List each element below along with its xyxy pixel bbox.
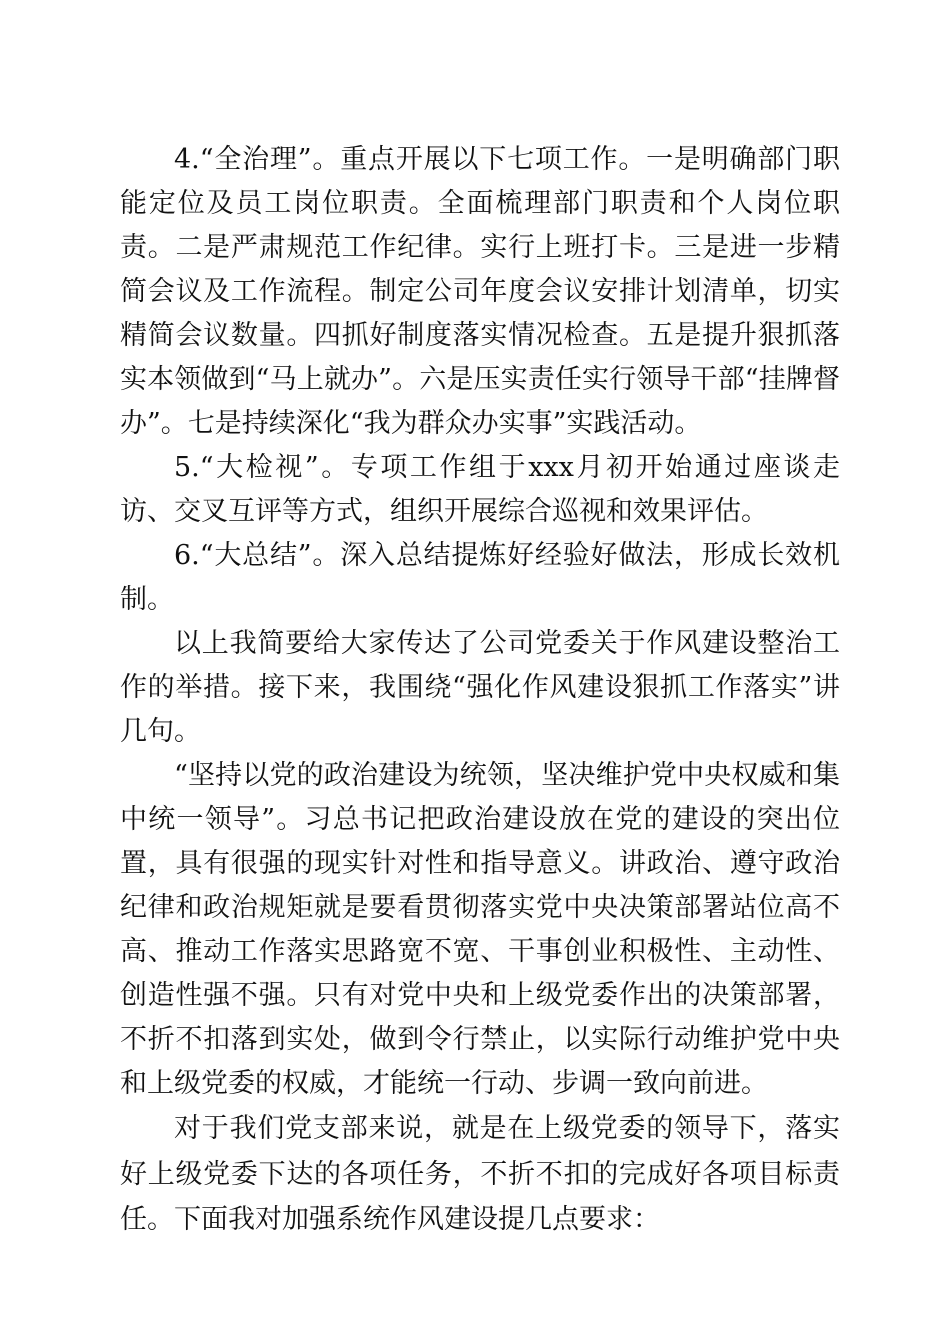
paragraph-summary-transition: 以上我简要给大家传达了公司党委关于作风建设整治工作的举措。接下来，我围绕“强化作风建设狠抓工作落实”讲几句。 xyxy=(120,628,840,747)
paragraph-quan-zhili: 4.“全治理”。重点开展以下七项工作。一是明确部门职能定位及员工岗位职责。全面梳理部门职责和个人岗位职责。二是严肃规范工作纪律。实行上班打卡。三是进一步精简会议及工作流程。制定公司年度会议安排计划清单，切实精简会议数量。四抓好制度落实情况检查。五是提升狠抓落实本领做到“马上就办”。六是压实责任实行领导干部“挂牌督办”。七是持续深化“我为群众办实事”实践活动。 xyxy=(120,144,840,439)
paragraph-da-jianshi: 5.“大检视”。专项工作组于xxx月初开始通过座谈走访、交叉互评等方式，组织开展综合巡视和效果评估。 xyxy=(120,452,840,527)
paragraph-da-zongjie: 6.“大总结”。深入总结提炼好经验好做法，形成长效机制。 xyxy=(120,540,840,615)
paragraph-political-construction: “坚持以党的政治建设为统领，坚决维护党中央权威和集中统一领导”。习总书记把政治建设放在党的建设的突出位置，具有很强的现实针对性和指导意义。讲政治、遵守政治纪律和政治规矩就是要看贯彻落实党中央决策部署站位高不高、推动工作落实思路宽不宽、干事创业积极性、主动性、创造性强不强。只有对党中央和上级党委作出的决策部署，不折不扣落到实处，做到令行禁止，以实际行动维护党中央和上级党委的权威，才能统一行动、步调一致向前进。 xyxy=(120,760,840,1099)
paragraph-branch-requirements: 对于我们党支部来说，就是在上级党委的领导下，落实好上级党委下达的各项任务，不折不扣的完成好各项目标责任。下面我对加强系统作风建设提几点要求： xyxy=(120,1113,840,1235)
document-body xyxy=(120,138,840,1243)
